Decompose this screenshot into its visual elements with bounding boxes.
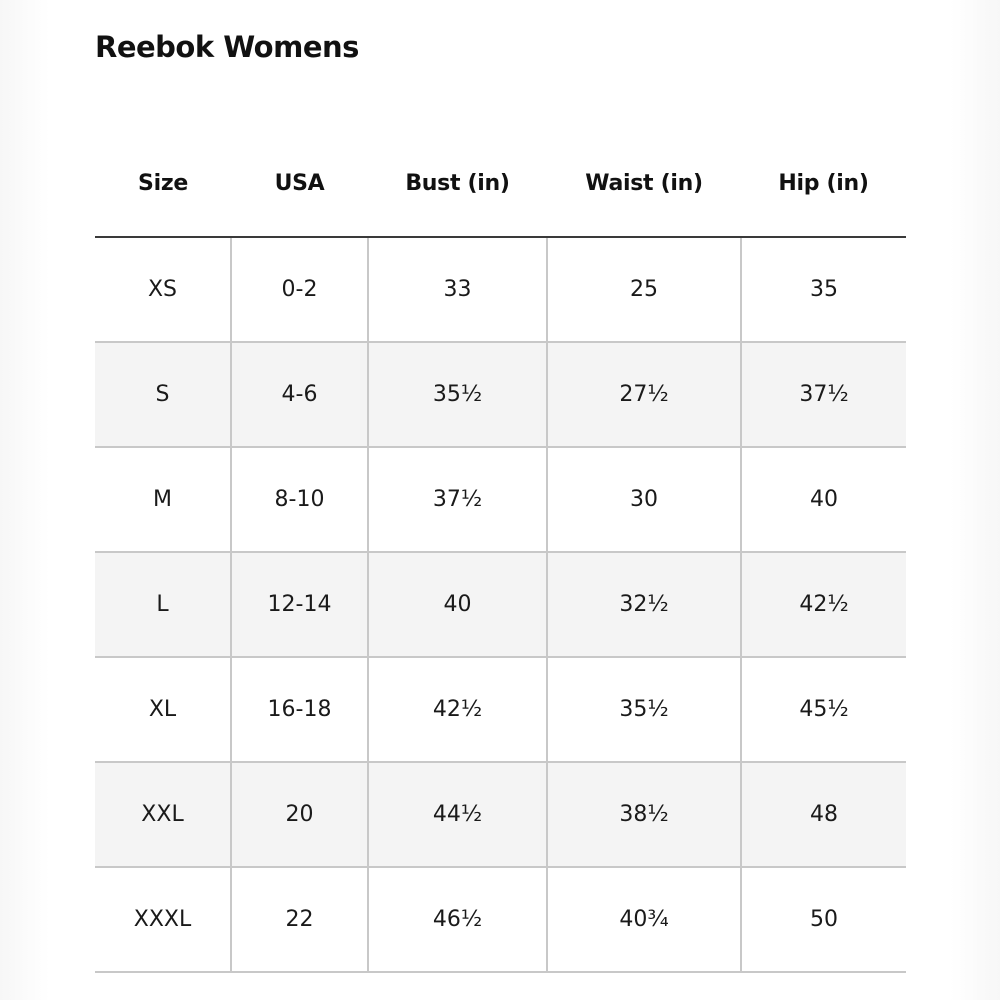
cell-waist: 40¾ [547, 867, 741, 972]
cell-usa: 20 [231, 762, 368, 867]
header-usa: USA [231, 130, 368, 237]
table-row [95, 237, 906, 342]
cell-size: XS [95, 237, 231, 342]
cell-waist: 32½ [547, 552, 741, 657]
cell-hip: 45½ [741, 657, 906, 762]
header-row [95, 130, 906, 237]
cell-hip: 48 [741, 762, 906, 867]
cell-hip: 40 [741, 447, 906, 552]
size-chart-table [95, 130, 906, 973]
table-row [95, 657, 906, 762]
cell-bust: 37½ [368, 447, 547, 552]
cell-bust: 35½ [368, 342, 547, 447]
cell-hip: 35 [741, 237, 906, 342]
cell-size: XXXL [95, 867, 231, 972]
cell-usa: 16-18 [231, 657, 368, 762]
cell-size: L [95, 552, 231, 657]
cell-hip: 37½ [741, 342, 906, 447]
cell-size: XXL [95, 762, 231, 867]
cell-usa: 4-6 [231, 342, 368, 447]
cell-bust: 44½ [368, 762, 547, 867]
page-title: Reebok Womens [95, 30, 359, 64]
cell-waist: 27½ [547, 342, 741, 447]
cell-usa: 22 [231, 867, 368, 972]
cell-usa: 0-2 [231, 237, 368, 342]
cell-bust: 33 [368, 237, 547, 342]
cell-hip: 50 [741, 867, 906, 972]
cell-size: M [95, 447, 231, 552]
cell-usa: 8-10 [231, 447, 368, 552]
cell-size: XL [95, 657, 231, 762]
cell-bust: 46½ [368, 867, 547, 972]
header-hip: Hip (in) [741, 130, 906, 237]
cell-bust: 42½ [368, 657, 547, 762]
cell-waist: 38½ [547, 762, 741, 867]
cell-hip: 42½ [741, 552, 906, 657]
cell-waist: 25 [547, 237, 741, 342]
table-row [95, 762, 906, 867]
table-row [95, 552, 906, 657]
cell-usa: 12-14 [231, 552, 368, 657]
table-row [95, 447, 906, 552]
header-bust: Bust (in) [368, 130, 547, 237]
table-row [95, 867, 906, 972]
cell-waist: 30 [547, 447, 741, 552]
header-waist: Waist (in) [547, 130, 741, 237]
header-size: Size [95, 130, 231, 237]
cell-size: S [95, 342, 231, 447]
table-row [95, 342, 906, 447]
cell-waist: 35½ [547, 657, 741, 762]
cell-bust: 40 [368, 552, 547, 657]
